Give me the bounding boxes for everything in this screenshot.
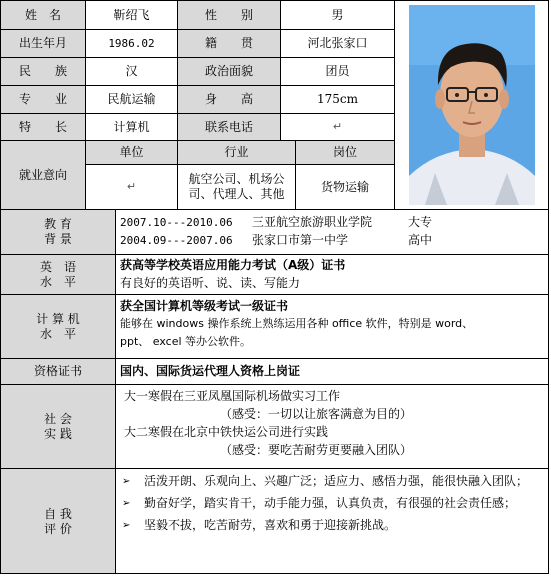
- english-label-line-2: 水 平: [39, 274, 76, 289]
- education-school: 张家口市第一中学: [252, 233, 349, 247]
- birth-value: 1986.02: [86, 30, 178, 58]
- practice-item: 大一寒假在三亚凤凰国际机场做实习工作: [124, 389, 341, 403]
- self-eval-label-line-2: 评 价: [44, 522, 72, 536]
- english-label: [1, 255, 116, 295]
- gender-label: 性 别: [178, 1, 281, 30]
- education-label-line-2: 背 景: [44, 232, 72, 246]
- certificate-label: 资格证书: [1, 359, 116, 385]
- native-place-label: 籍 贯: [178, 30, 281, 58]
- phone-value: [281, 114, 395, 141]
- paragraph-mark: ↵: [126, 180, 137, 194]
- specialty-label: 特 长: [1, 114, 86, 141]
- self-evaluation-label: [1, 469, 116, 574]
- education-label: [1, 210, 116, 255]
- english-label-line-1: 英 语: [39, 259, 76, 274]
- education-period: 2007.10---2010.06: [120, 216, 233, 229]
- career-industry-value: 航空公司、机场公司、代理人、其他: [178, 165, 296, 210]
- height-value: 175cm: [281, 86, 395, 114]
- profile-photo: [395, 1, 549, 210]
- english-ability: 有良好的英语听、说、读、写能力: [120, 276, 301, 290]
- ethnicity-label: 民 族: [1, 58, 86, 86]
- computer-ability: 能够在 windows 操作系统上熟练运用各种 office 软件，特别是 word、: [120, 317, 474, 330]
- career-post-header: 岗位: [296, 141, 395, 165]
- career-unit-header: 单位: [86, 141, 178, 165]
- self-eval-text: 活泼开朗、乐观向上、兴趣广泛；适应力、感悟力强，能很快融入团队；: [144, 474, 529, 488]
- education-content: [116, 210, 549, 255]
- computer-label: [1, 295, 116, 359]
- self-eval-text: 勤奋好学，踏实肯干，动手能力强，认真负责，有很强的社会责任感；: [144, 496, 517, 510]
- political-status-value: 团员: [281, 58, 395, 86]
- paragraph-mark: ↵: [332, 120, 343, 134]
- career-post-value: 货物运输: [296, 165, 395, 210]
- phone-label: 联系电话: [178, 114, 281, 141]
- practice-label-line-1: 社 会: [44, 411, 72, 426]
- political-status-label: 政治面貌: [178, 58, 281, 86]
- arrow-bullet-icon: ➢: [122, 476, 131, 487]
- career-intention-label: 就业意向: [1, 141, 86, 210]
- career-unit-value: [86, 165, 178, 210]
- computer-certificate: 获全国计算机等级考试一级证书: [120, 299, 289, 313]
- list-item: [122, 516, 544, 535]
- education-degree: 高中: [408, 233, 433, 247]
- list-item: [122, 494, 544, 513]
- major-label: 专 业: [1, 86, 86, 114]
- english-certificate: 获高等学校英语应用能力考试（A级）证书: [120, 258, 346, 272]
- education-period: 2004.09---2007.06: [120, 234, 233, 247]
- computer-content: [116, 295, 549, 359]
- computer-ability-cont: ppt、 excel 等办公软件。: [120, 335, 252, 348]
- height-label: 身 高: [178, 86, 281, 114]
- portrait-image: [395, 1, 549, 209]
- social-practice-label: [1, 385, 116, 469]
- self-eval-label-line-1: 自 我: [44, 507, 72, 521]
- english-content: [116, 255, 549, 295]
- birth-label: 出生年月: [1, 30, 86, 58]
- education-row: [120, 213, 545, 231]
- ethnicity-value: 汉: [86, 58, 178, 86]
- name-value: 靳绍飞: [86, 1, 178, 30]
- education-label-line-1: 教 育: [44, 217, 72, 231]
- name-label: 姓 名: [1, 1, 86, 30]
- list-item: [122, 472, 544, 491]
- gender-value: 男: [281, 1, 395, 30]
- specialty-value: 计算机: [86, 114, 178, 141]
- major-value: 民航运输: [86, 86, 178, 114]
- self-evaluation-content: [116, 469, 549, 574]
- practice-feeling: （感受：一切以让旅客满意为目的）: [220, 407, 413, 421]
- practice-item: 大二寒假在北京中铁快运公司进行实践: [124, 425, 329, 439]
- certificate-value: 国内、国际货运代理人资格上岗证: [116, 359, 549, 385]
- arrow-bullet-icon: ➢: [122, 520, 131, 531]
- career-industry-header: 行业: [178, 141, 296, 165]
- education-school: 三亚航空旅游职业学院: [252, 215, 373, 229]
- computer-label-line-1: 计 算 机: [36, 311, 80, 326]
- practice-feeling: （感受：要吃苦耐劳更要融入团队）: [220, 443, 413, 457]
- arrow-bullet-icon: ➢: [122, 498, 131, 509]
- native-place-value: 河北张家口: [281, 30, 395, 58]
- education-degree: 大专: [408, 215, 433, 229]
- practice-label-line-2: 实 践: [44, 426, 72, 441]
- social-practice-content: [116, 385, 549, 469]
- computer-label-line-2: 水 平: [39, 326, 76, 341]
- education-row: [120, 231, 545, 249]
- self-eval-text: 坚毅不拔，吃苦耐劳，喜欢和勇于迎接新挑战。: [144, 518, 397, 532]
